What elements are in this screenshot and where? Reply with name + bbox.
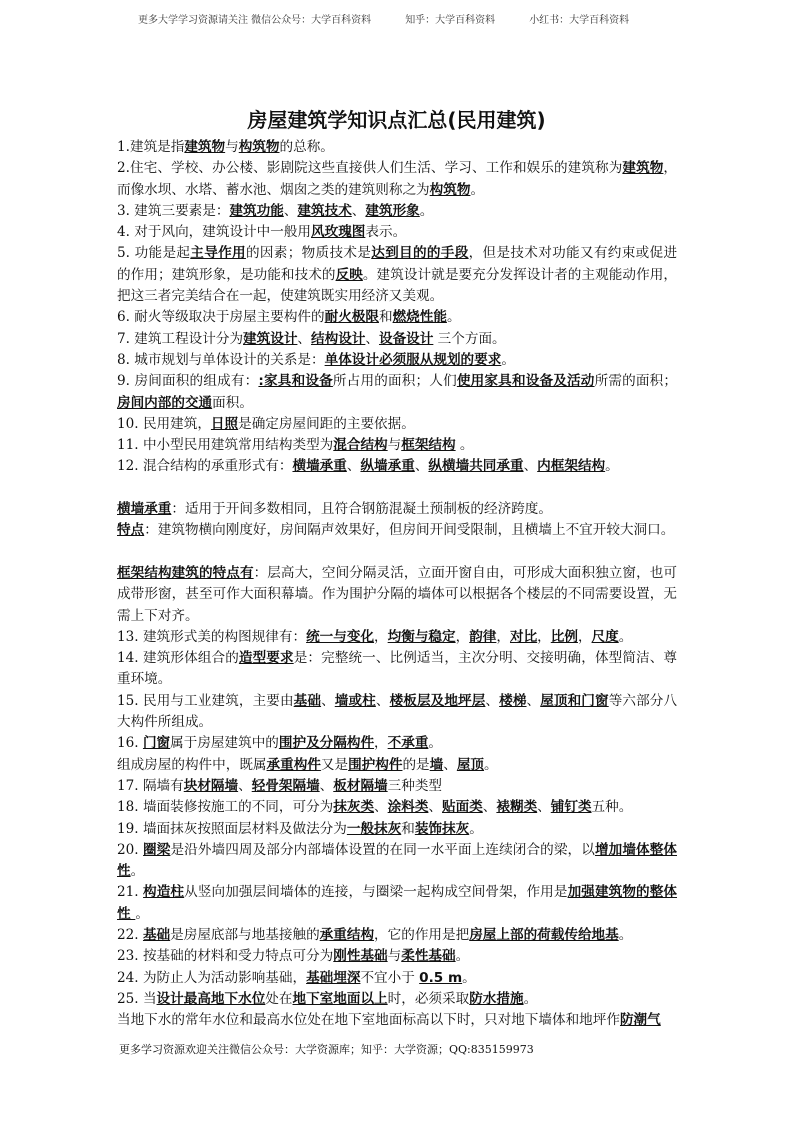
text-run: 、 — [351, 202, 366, 219]
text-run: 。 — [455, 948, 470, 965]
header-wechat: 更多大学学习资源请关注 微信公众号：大学百科资料 — [138, 15, 372, 26]
text-run: 组成房屋的构件中，既属 — [117, 756, 267, 773]
header-xiaohongshu: 小红书：大学百科资料 — [529, 15, 630, 26]
text-run: 和 — [378, 309, 393, 326]
key-term: 基础 — [293, 692, 322, 709]
key-term: 构造柱 — [143, 884, 185, 901]
text-run: 的因素；物质技术是 — [245, 245, 372, 262]
key-term: 构筑物 — [429, 181, 471, 198]
key-term: 构筑物 — [238, 139, 280, 155]
key-term: 基础 — [142, 926, 171, 943]
key-term: 屋顶 — [456, 756, 485, 773]
text-run: 24. 为防止人为活动影响基础， — [117, 969, 307, 986]
paragraph — [117, 222, 677, 243]
key-term: 铺钉类 — [550, 799, 592, 816]
paragraph — [117, 350, 677, 371]
paragraph — [117, 627, 677, 648]
text-run: 从竖向加强层间墙体的连接，与圈梁一起构成空间骨架，作用是 — [184, 884, 568, 901]
key-term: 横墙承重 — [292, 458, 347, 475]
text-run: 又是 — [320, 756, 349, 773]
key-term: 风玫瑰图 — [311, 224, 366, 241]
text-run: ， — [374, 628, 388, 645]
key-term: 裱糊类 — [496, 799, 538, 816]
text-run: 所需的面积； — [594, 373, 678, 390]
text-run: 的是 — [402, 756, 430, 773]
paragraph — [117, 946, 677, 967]
text-run: 7. 建筑工程设计分为 — [117, 330, 244, 347]
paragraph — [117, 371, 677, 414]
paragraph — [117, 499, 677, 520]
text-run: 。 — [470, 181, 485, 198]
text-run: ， — [577, 628, 592, 645]
key-term: 房间内部的交通 — [117, 394, 213, 411]
key-term: 加强建筑物的整体性 — [117, 884, 678, 922]
text-run: 与 — [225, 139, 239, 155]
paragraph — [117, 691, 677, 734]
text-run: 。建筑设计就是要充分发挥设计者的主观能动作用，把这三者完美结合在一起，使建筑既实用经济又美观。 — [117, 266, 678, 305]
key-term: 轻骨架隔墙 — [251, 777, 320, 794]
text-run: ， — [496, 628, 510, 645]
text-run: ， — [374, 735, 388, 752]
paragraph — [117, 755, 677, 776]
key-term: 建筑技术 — [297, 202, 352, 219]
paragraph — [117, 243, 677, 307]
key-term: 建筑功能 — [229, 202, 284, 219]
document-title: 房屋建筑学知识点汇总(民用建筑) — [247, 108, 546, 132]
key-term: 房屋上部的荷载传给地基 — [469, 926, 619, 943]
text-run: 的总称。 — [279, 139, 334, 155]
paragraph — [117, 925, 677, 946]
key-term: 楼板层及地坪层 — [389, 692, 486, 709]
text-run: 17. 隔墙有 — [117, 777, 184, 794]
paragraph — [117, 840, 677, 883]
text-run: 、 — [428, 799, 443, 816]
key-term: 涂料类 — [387, 799, 429, 816]
text-run: 当地下水的常年水位和最高水位处在地下室地面标高以下时，只对地下墙体和地坪作 — [117, 1012, 620, 1029]
key-term: 结构设计 — [311, 330, 366, 347]
text-run: 25. 当 — [117, 990, 157, 1007]
paragraph — [117, 968, 677, 989]
key-term: 特点 — [117, 522, 145, 539]
text-run: 和 — [401, 820, 415, 837]
key-term: 反映 — [335, 266, 363, 283]
text-run: ，它的作用是把 — [374, 926, 470, 943]
key-term: 建筑物 — [622, 160, 664, 177]
paragraph — [117, 819, 677, 840]
page-footer: 更多学习资源欢迎关注微信公众号：大学资源库；知乎：大学资源；QQ:835159973 — [119, 1043, 534, 1056]
text-run: 、 — [238, 777, 252, 794]
key-term: 内框架结构 — [537, 458, 606, 475]
paragraph — [117, 989, 677, 1010]
key-term: 设计最高地下水位 — [156, 990, 266, 1007]
paragraph — [117, 882, 677, 925]
text-run: 21. — [117, 884, 144, 901]
text-run: 。 — [501, 351, 515, 368]
key-term: 使用家具和设备及活动 — [456, 373, 595, 390]
text-run: 3. 建筑三要素是： — [117, 202, 230, 219]
text-run: 。 — [446, 309, 461, 326]
text-run: 。 — [419, 202, 434, 219]
text-run: ， — [537, 628, 551, 645]
key-term: 韵律 — [469, 628, 497, 645]
text-run: 表示。 — [365, 224, 407, 241]
key-term: 柔性基础 — [401, 948, 456, 965]
text-run: 12. 混合结构的承重形式有： — [117, 458, 293, 475]
text-run: 13. 建筑形式美的构图规律有： — [117, 628, 307, 645]
text-run: 是房屋底部与地基接触的 — [170, 926, 320, 943]
header-zhihu: 知乎：大学百科资料 — [405, 15, 496, 26]
text-run: 、 — [414, 458, 429, 475]
text-run: 2.住宅、学校、办公楼、影剧院这些直接供人们生活、学习、工作和娱乐的建筑称为 — [117, 160, 623, 177]
text-run: 三个方面。 — [433, 330, 506, 347]
text-run: 与 — [387, 948, 402, 965]
key-term: 单体设计必须服从规划的要求 — [324, 351, 502, 368]
text-run: 处在 — [265, 990, 293, 1007]
text-run: 。 — [469, 820, 483, 837]
page-header — [138, 11, 663, 26]
text-run: 23. 按基础的材料和受力特点可分为 — [117, 948, 334, 965]
key-term: 比例 — [550, 628, 578, 645]
text-run: ，但是技术对功能又有约束或促进的作用；建筑形象，是功能和技术的 — [117, 245, 678, 283]
key-term: 0.5 m — [419, 969, 463, 986]
text-run: ：建筑物横向刚度好，房间隔声效果好，但房间开间受限制，且横墙上不宜开较大洞口。 — [144, 522, 675, 539]
text-run: 。 — [130, 863, 145, 880]
text-run: 14. 建筑形体组合的 — [117, 650, 239, 667]
paragraph — [117, 456, 677, 477]
text-run: 4. 对于风向，建筑设计中一般用 — [117, 224, 312, 241]
text-run: 、 — [526, 692, 541, 709]
key-term: 刚性基础 — [333, 948, 388, 965]
key-term: 设备设计 — [378, 330, 434, 347]
text-run: 。 — [618, 926, 633, 943]
key-term: 墙或柱 — [334, 692, 376, 709]
key-term: 承重结构 — [319, 926, 375, 943]
key-term: 抹灰类 — [333, 799, 375, 816]
paragraph — [117, 1010, 677, 1031]
text-run: 、 — [374, 799, 388, 816]
text-run: 、 — [375, 692, 390, 709]
key-term: 围护构件 — [348, 756, 403, 773]
text-run: 三种类型 — [387, 777, 443, 794]
text-run: 是确定房屋间距的主要依据。 — [238, 415, 415, 432]
key-term: 防潮气 — [619, 1012, 661, 1029]
text-run: 6. 耐火等级取决于房屋主要构件的 — [117, 309, 325, 326]
key-term: 统一与变化 — [306, 628, 375, 645]
key-term: 块材隔墙 — [183, 777, 239, 794]
key-term: 防水措施 — [469, 990, 524, 1007]
text-run: 。 — [462, 969, 476, 986]
key-term: 达到目的的手段 — [371, 245, 469, 262]
text-run: 15. 民用与工业建筑，主要由 — [117, 692, 294, 709]
text-run: 22. — [117, 926, 143, 943]
text-run: ， — [455, 628, 470, 645]
text-run: 5. 功能是起 — [117, 245, 191, 262]
paragraph — [117, 307, 677, 328]
text-run: 11. 中小型民用建筑常用结构类型为 — [117, 437, 334, 454]
text-run: 是：完整统一、比例适当，主次分明、交接明确，体型简洁、尊重环境。 — [117, 650, 678, 688]
paragraph — [117, 797, 677, 818]
key-term: 不承重 — [387, 735, 429, 752]
key-term: 围护及分隔构件 — [278, 735, 375, 752]
text-run: 面积。 — [212, 394, 253, 411]
key-term: 圈梁 — [143, 841, 171, 858]
paragraph — [117, 158, 677, 201]
key-term: 楼梯 — [499, 692, 527, 709]
key-term: 地下室地面以上 — [292, 990, 388, 1007]
key-term: 框架结构 — [401, 437, 456, 454]
text-run: 是沿外墙四周及部分内部墙体设置的在同一水平面上连续闭合的梁，以 — [170, 841, 595, 858]
text-run: 1.建筑是指 — [117, 139, 185, 155]
text-run: 。 — [484, 756, 498, 773]
key-term: 基础埋深 — [306, 969, 361, 986]
key-term: 建筑物 — [184, 139, 226, 155]
document-body — [117, 137, 677, 1031]
key-term: 燃烧性能 — [392, 309, 447, 326]
text-run: 五种。 — [591, 799, 633, 816]
text-run: 。 — [135, 905, 149, 922]
text-run: 、 — [321, 692, 335, 709]
blank-line — [117, 478, 677, 499]
text-run: ：层高大，空间分隔灵活，立面开窗自由，可形成大面积独立窗，也可成带形窗，甚至可作大面积幕墙。作为围护分隔的墙体可以根据各个楼层的不同需要设置，无需上下对齐。 — [117, 564, 678, 624]
key-term: 板材隔墙 — [333, 777, 388, 794]
key-term: 门窗 — [142, 735, 171, 752]
key-term: 承重构件 — [266, 756, 321, 773]
text-run: 时，必须采取 — [387, 990, 470, 1007]
key-term: 混合结构 — [333, 437, 388, 454]
text-run: 。 — [523, 990, 538, 1007]
key-term: 耐火极限 — [324, 309, 379, 326]
text-run: 10. 民用建筑， — [117, 415, 211, 432]
text-run: 。 — [605, 458, 619, 475]
paragraph — [117, 520, 677, 541]
key-term: 屋顶和门窗 — [540, 692, 609, 709]
key-term: 日照 — [210, 415, 239, 432]
text-run: 、 — [283, 202, 298, 219]
key-term: 建筑设计 — [243, 330, 298, 347]
paragraph — [117, 563, 677, 627]
text-run: 19. 墙面抹灰按照面层材料及做法分为 — [117, 820, 347, 837]
text-run: 9. 房间面积的组成有： — [117, 373, 259, 390]
text-run: 所占用的面积；人们 — [332, 373, 457, 390]
text-run: 、 — [485, 692, 500, 709]
key-term: 尺度 — [591, 628, 619, 645]
text-run: 与 — [387, 437, 402, 454]
text-run: 16. — [117, 735, 143, 752]
paragraph — [117, 201, 677, 222]
text-run: 、 — [297, 330, 312, 347]
text-run: ：适用于开间多数相同，且符合钢筋混凝土预制板的经济跨度。 — [171, 501, 552, 518]
key-term: 墙 — [429, 756, 444, 773]
text-run: 属于房屋建筑中的 — [170, 735, 279, 752]
text-run: 20. — [117, 841, 144, 858]
key-term: 主导作用 — [190, 245, 246, 262]
key-term: 框架结构建筑的特点有 — [117, 564, 254, 581]
key-term: 纵横墙共同承重 — [428, 458, 524, 475]
text-run: 18. 墙面装修按施工的不同，可分为 — [117, 799, 334, 816]
paragraph — [117, 648, 677, 691]
text-run: 。 — [428, 735, 443, 752]
key-term: 均衡与稳定 — [387, 628, 456, 645]
text-run: 不宜小于 — [360, 969, 420, 986]
text-run: 。 — [618, 628, 633, 645]
text-run: 、 — [482, 799, 497, 816]
paragraph — [117, 733, 677, 754]
blank-line — [117, 542, 677, 563]
text-run: 、 — [365, 330, 379, 347]
key-term: 装饰抹灰 — [414, 820, 470, 837]
text-run: 8. 城市规划与单体设计的关系是： — [117, 351, 325, 368]
text-run: 等六部分八大构件所组成。 — [117, 692, 678, 731]
key-term: 增加墙体整体性 — [117, 841, 677, 880]
key-term: 对比 — [509, 628, 538, 645]
text-run: 。 — [455, 437, 474, 454]
text-run: 、 — [537, 799, 551, 816]
paragraph — [117, 776, 677, 797]
key-term: 横墙承重 — [117, 501, 172, 518]
text-run: 、 — [319, 777, 334, 794]
key-term: 一般抹灰 — [346, 820, 402, 837]
text-run: ，而像水坝、水塔、蓄水池、烟囱之类的建筑则称之为 — [117, 160, 678, 198]
key-term: :家具和设备 — [258, 373, 333, 390]
key-term: 造型要求 — [238, 650, 294, 667]
text-run: 、 — [346, 458, 361, 475]
key-term: 纵墙承重 — [360, 458, 415, 475]
key-term: 贴面类 — [442, 799, 483, 816]
paragraph — [117, 435, 677, 456]
paragraph — [117, 329, 677, 350]
paragraph — [117, 137, 677, 158]
key-term: 建筑形象 — [365, 202, 420, 219]
paragraph — [117, 414, 677, 435]
text-run: 、 — [443, 756, 457, 773]
text-run: 、 — [523, 458, 538, 475]
